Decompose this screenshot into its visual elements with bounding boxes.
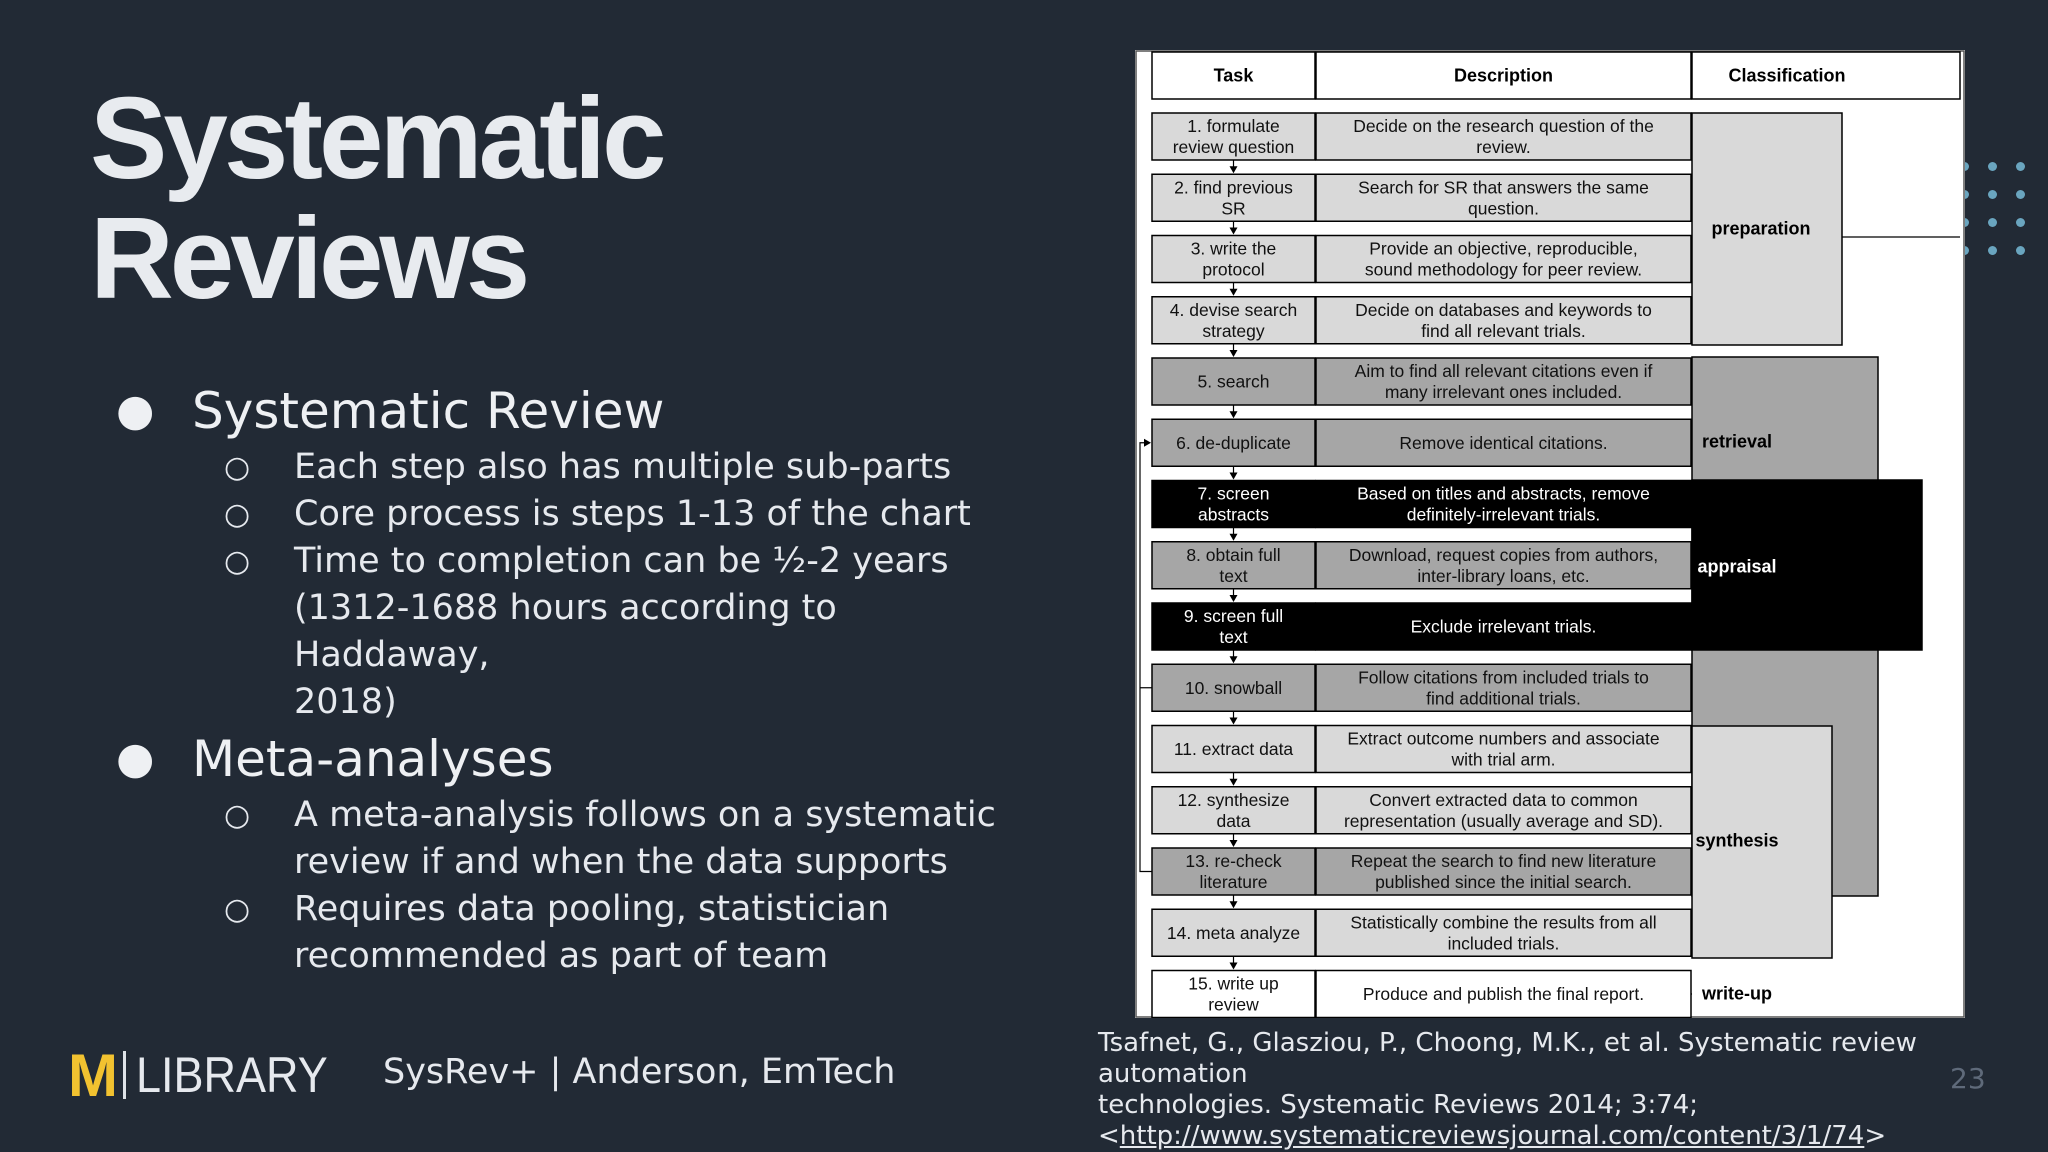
bullet-text: Meta-analyses [192, 730, 554, 788]
description-label: Search for SR that answers the same question. [1358, 177, 1649, 219]
task-label: 2. find previous SR [1174, 177, 1293, 219]
task-label: 7. screen abstracts [1197, 483, 1270, 525]
flow-arrow-head [1230, 840, 1238, 847]
task-label: 8. obtain full text [1186, 544, 1281, 586]
bullet-icon: ● [116, 733, 155, 784]
sub-bullet-text: recommended as part of team [294, 936, 829, 976]
feedback-loop-line [1140, 443, 1152, 872]
flow-arrow-head [1230, 166, 1238, 173]
sub-bullet-text: Time to completion can be ½-2 years [294, 541, 949, 581]
sub-bullet-continuation [110, 679, 1010, 726]
flow-arrow-head [1230, 779, 1238, 786]
bullet-list [110, 378, 1010, 980]
task-label: 3. write the protocol [1190, 238, 1277, 280]
logo-divider [123, 1051, 126, 1099]
sub-bullet-continuation [110, 839, 1010, 886]
logo-wordmark: LIBRARY [135, 1047, 328, 1103]
library-logo [68, 1040, 349, 1110]
sub-bullet-item [110, 886, 1010, 933]
bullet-text: Systematic Review [192, 382, 665, 440]
sub-bullet-icon: ○ [224, 497, 251, 532]
task-label: 6. de-duplicate [1176, 432, 1291, 453]
flow-arrow-head [1230, 901, 1238, 908]
flow-arrow-head [1230, 595, 1238, 602]
description-label: Download, request copies from authors, inter-library loans, etc. [1348, 544, 1659, 586]
workflow-figure [1135, 50, 1965, 1018]
class-label-preparation: preparation [1711, 218, 1811, 239]
feedback-arrow-head [1144, 439, 1151, 447]
description-label: Based on titles and abstracts, remove definitely-irrelevant trials. [1357, 483, 1650, 525]
citation-line-2: technologies. Systematic Reviews 2014; 3:74; [1098, 1090, 1699, 1120]
citation-line-1: Tsafnet, G., Glasziou, P., Choong, M.K., et al. Systematic review automation [1098, 1028, 1917, 1089]
flow-arrow-head [1230, 289, 1238, 296]
sub-bullet-icon: ○ [224, 544, 251, 579]
slide-title-line-2: Reviews [90, 193, 527, 323]
flow-arrow-head [1230, 656, 1238, 663]
slide-title [90, 73, 663, 323]
description-label: Extract outcome numbers and associate with trial arm. [1347, 728, 1660, 770]
flow-arrow-head [1230, 228, 1238, 235]
sub-bullet-text: A meta-analysis follows on a systematic [294, 795, 996, 835]
sub-bullet-icon: ○ [224, 450, 251, 485]
description-label: Provide an objective, reproducible, sound methodology for peer review. [1364, 238, 1643, 280]
task-label: 13. re-check literature [1185, 851, 1282, 893]
citation-link-prefix: < [1098, 1121, 1120, 1151]
sub-bullet-continuation [110, 585, 1010, 679]
slide-title-line-1: Systematic [90, 73, 663, 203]
sub-bullet-text: review if and when the data supports [294, 842, 948, 882]
flow-arrow-head [1230, 534, 1238, 541]
sub-bullet-text: 2018) [294, 682, 397, 722]
sub-bullet-icon: ○ [224, 892, 251, 927]
class-label-appraisal: appraisal [1697, 556, 1777, 577]
header-classification-label: Classification [1728, 65, 1846, 86]
class-label-write-up: write-up [1702, 983, 1772, 1004]
description-label: Exclude irrelevant trials. [1410, 616, 1597, 637]
header-task-label: Task [1213, 65, 1254, 86]
bullet-icon: ● [116, 385, 155, 436]
citation-link-line [1098, 1121, 1998, 1152]
description-label: Decide on the research question of the review. [1353, 116, 1654, 158]
sub-bullet-text: Each step also has multiple sub-parts [294, 447, 952, 487]
sub-bullet-icon: ○ [224, 798, 251, 833]
flow-arrow-head [1230, 718, 1238, 725]
task-label: 1. formulate review question [1172, 116, 1295, 158]
description-label: Remove identical citations. [1399, 432, 1608, 453]
task-label: 14. meta analyze [1166, 922, 1301, 943]
sub-bullet-continuation [110, 933, 1010, 980]
description-label: Follow citations from included trials to find additional trials. [1358, 667, 1649, 709]
sub-bullet-item [110, 444, 1010, 491]
description-label: Decide on databases and keywords to find all relevant trials. [1355, 299, 1652, 341]
citation-link-suffix: > [1864, 1121, 1887, 1151]
task-label: 4. devise search strategy [1169, 299, 1298, 341]
flow-arrow-head [1230, 473, 1238, 480]
flow-arrow-head [1230, 963, 1238, 970]
sub-bullet-item [110, 491, 1010, 538]
description-label: Convert extracted data to common representation (usually average and SD). [1343, 789, 1664, 831]
task-label: 9. screen full text [1183, 606, 1284, 648]
description-label: Produce and publish the final report. [1362, 984, 1645, 1005]
task-label: 11. extract data [1173, 739, 1294, 760]
flow-arrow-head [1230, 411, 1238, 418]
task-label: 10. snowball [1184, 677, 1283, 698]
description-label: Statistically combine the results from all included trials. [1350, 912, 1657, 954]
task-label: 5. search [1197, 371, 1270, 392]
flow-arrow-head [1230, 350, 1238, 357]
task-label: 12. synthesize data [1177, 789, 1290, 831]
workflow-diagram [1135, 50, 1965, 1018]
page-number: 23 [1950, 1062, 1986, 1095]
sub-bullet-item [110, 792, 1010, 839]
header-description-label: Description [1453, 65, 1554, 86]
citation-link[interactable]: http://www.systematicreviewsjournal.com/content/3/1/74 [1119, 1121, 1865, 1151]
citation [1098, 1028, 1998, 1152]
description-label: Aim to find all relevant citations even if many irrelevant ones included. [1354, 361, 1653, 403]
class-label-synthesis: synthesis [1695, 830, 1779, 851]
sub-bullet-item [110, 538, 1010, 585]
sub-bullet-text: Core process is steps 1-13 of the chart [294, 494, 971, 534]
sub-bullet-text: (1312-1688 hours according to Haddaway, [294, 588, 837, 675]
class-label-retrieval: retrieval [1701, 431, 1773, 452]
bullet-item [110, 378, 1010, 444]
logo-m-mark: M [68, 1041, 115, 1109]
sub-bullet-text: Requires data pooling, statistician [294, 889, 890, 929]
task-label: 15. write up review [1188, 973, 1279, 1015]
bullet-item [110, 726, 1010, 792]
description-label: Repeat the search to find new literature published since the initial search. [1350, 851, 1657, 893]
footer-text: SysRev+ | Anderson, EmTech [383, 1052, 896, 1092]
